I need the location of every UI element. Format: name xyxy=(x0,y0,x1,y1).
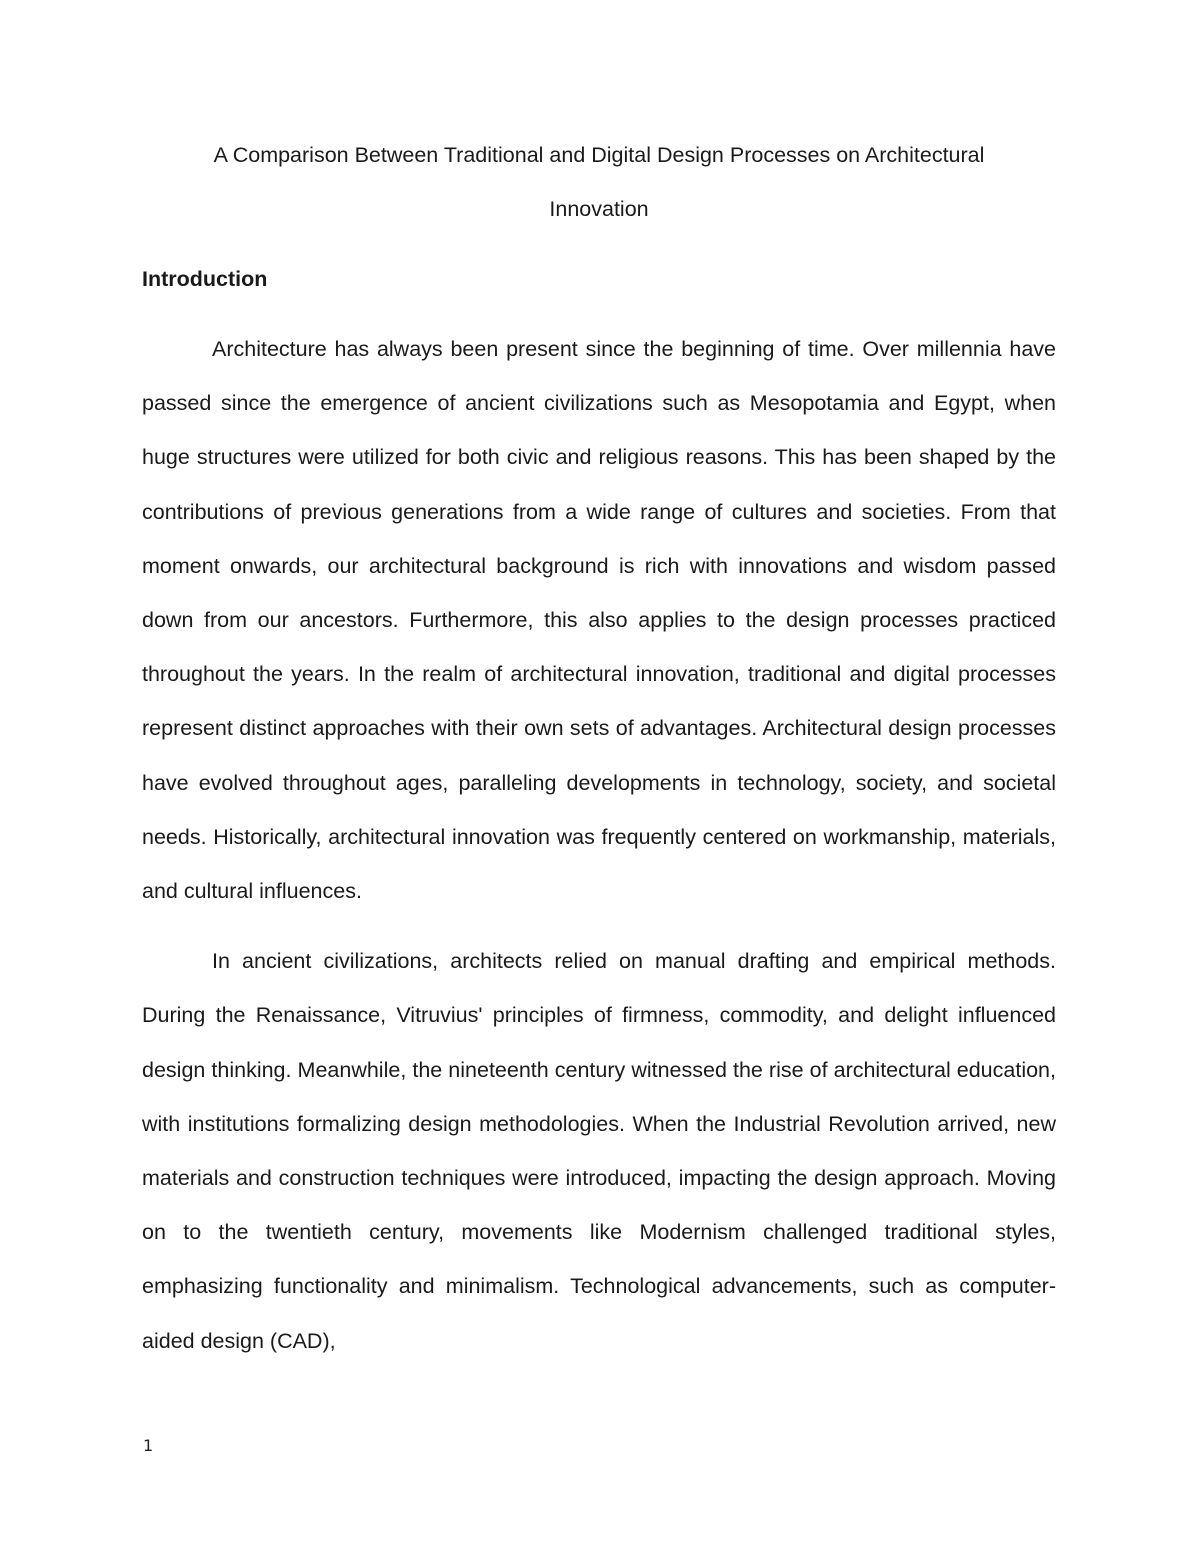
page-number: 1 xyxy=(143,1436,154,1455)
document-body xyxy=(142,322,1056,1384)
paragraph-2: In ancient civilizations, architects relied on manual drafting and empirical methods. During the Renaissance, Vitruvius' principles of firmness, commodity, and delight influenced design thinking. Meanwhile, the nineteenth century witnessed the rise of architectural education, with institutions formalizing design methodologies. When the Industrial Revolution arrived, new materials and construction techniques were introduced, impacting the design approach. Moving on to the twentieth century, movements like Modernism challenged traditional styles, emphasizing functionality and minimalism. Technological advancements, such as computer-aided design (CAD), xyxy=(142,949,1056,1353)
title-line-1: A Comparison Between Traditional and Digital Design Processes on Architectural xyxy=(213,143,985,167)
document-title xyxy=(142,128,1056,236)
section-heading-introduction: Introduction xyxy=(142,267,268,291)
paragraph-1: Architecture has always been present since the beginning of time. Over millennia have passed since the emergence of ancient civilizations such as Mesopotamia and Egypt, when huge structures were utilized for both civic and religious reasons. This has been shaped by the contributions of previous generations from a wide range of cultures and societies. From that moment onwards, our architectural background is rich with innovations and wisdom passed down from our ancestors. Furthermore, this also applies to the design processes practiced throughout the years. In the realm of architectural innovation, traditional and digital processes represent distinct approaches with their own sets of advantages. Architectural design processes have evolved throughout ages, paralleling developments in technology, society, and societal needs. Historically, architectural innovation was frequently centered on workmanship, materials, and cultural influences. xyxy=(142,337,1056,904)
title-line-2: Innovation xyxy=(549,197,649,221)
